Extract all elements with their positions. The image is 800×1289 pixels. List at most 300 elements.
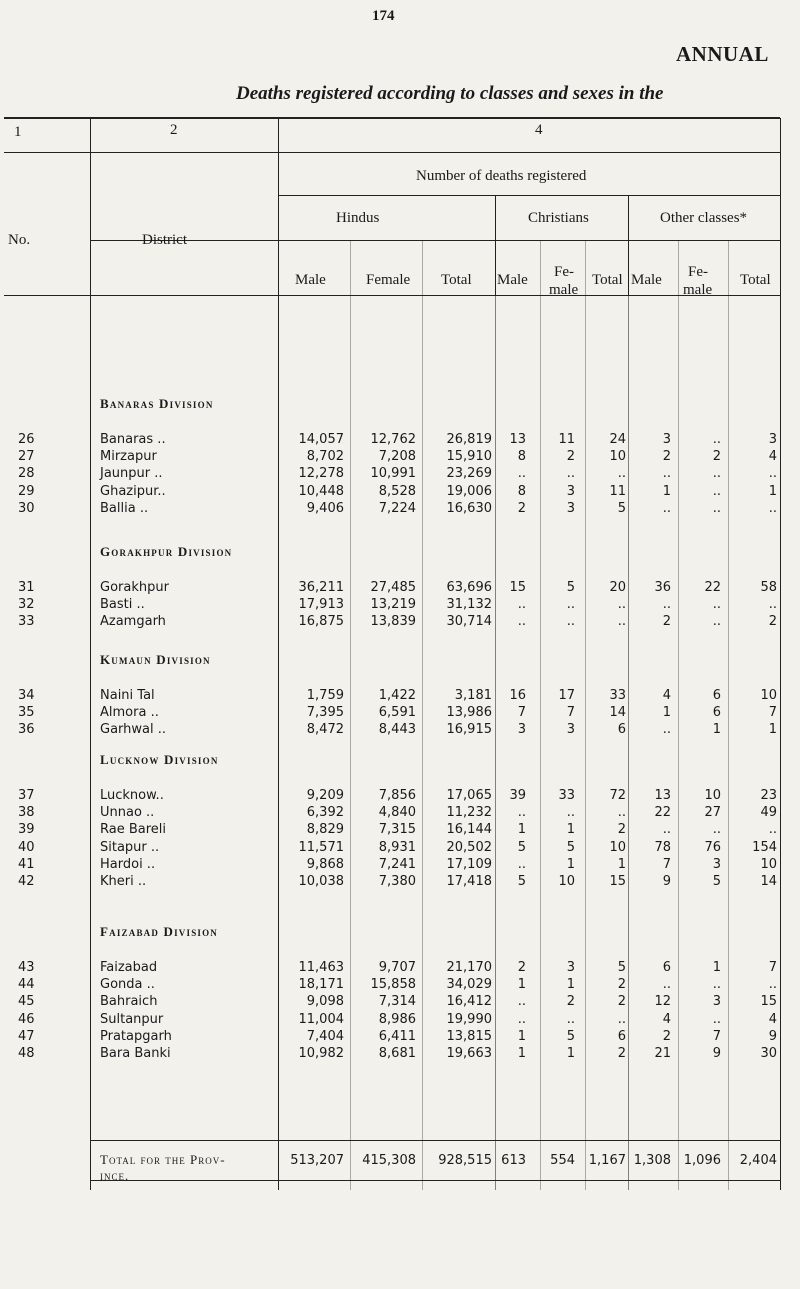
cell-cf: 7	[566, 705, 575, 721]
cell-om: 2	[662, 449, 671, 465]
row-number: 40	[18, 839, 35, 855]
cell-ct: 24	[609, 432, 626, 447]
rule-headbottom	[4, 295, 780, 296]
page-number: 174	[372, 8, 395, 24]
cell-om: 9	[662, 874, 671, 889]
cell-ot: 49	[760, 805, 777, 821]
vline-ht	[422, 241, 423, 1190]
row-number: 34	[18, 688, 35, 703]
cell-of: 7	[712, 1028, 721, 1044]
cell-ht: 16,412	[446, 994, 492, 1010]
cell-hf: 9,707	[378, 960, 416, 975]
cell-ct: 1	[617, 856, 626, 872]
cell-ct: 2	[617, 994, 626, 1010]
cell-cf: 1	[566, 977, 575, 993]
cell-of: ..	[712, 614, 721, 630]
cell-ot: 10	[760, 688, 777, 703]
row-number: 35	[18, 705, 35, 721]
other-female-header-1: Fe-	[688, 264, 708, 280]
cell-ot: 10	[760, 856, 777, 872]
district-name: Naini Tal	[100, 688, 155, 703]
cell-cm: ..	[517, 614, 526, 630]
cell-hf: 15,858	[370, 977, 416, 993]
cell-ht: 16,915	[446, 722, 492, 738]
district-header: District	[142, 232, 187, 248]
cell-cm: 39	[509, 788, 526, 803]
cell-ht: 16,144	[446, 822, 492, 838]
division-title: Gorakhpur Division	[100, 544, 233, 559]
cell-ct: 14	[609, 705, 626, 721]
vline-district	[278, 118, 279, 1190]
cell-om: ..	[662, 977, 671, 993]
cell-om: ..	[662, 822, 671, 838]
cell-ct: 33	[609, 688, 626, 703]
cell-ht: 17,109	[446, 856, 492, 872]
total-christ-total: 1,167	[588, 1153, 626, 1168]
cell-ct: 5	[617, 500, 626, 516]
cell-cm: 5	[517, 839, 526, 855]
hindu-male-header: Male	[295, 272, 326, 288]
cell-cf: 11	[558, 432, 575, 447]
cell-cf: ..	[566, 466, 575, 482]
cell-cm: ..	[517, 466, 526, 482]
cell-ct: ..	[617, 614, 626, 630]
district-name: Unnao ..	[100, 805, 155, 821]
row-number: 36	[18, 722, 35, 738]
cell-om: ..	[662, 466, 671, 482]
district-name: Pratapgarh	[100, 1028, 172, 1044]
rule-colnums	[4, 152, 780, 153]
cell-cm: 2	[517, 960, 526, 975]
district-name: Gorakhpur	[100, 580, 169, 595]
cell-ct: 2	[617, 977, 626, 993]
cell-of: ..	[712, 597, 721, 613]
rule-subgroup	[90, 240, 780, 241]
row-number: 38	[18, 805, 35, 821]
cell-ct: 11	[609, 483, 626, 499]
cell-om: ..	[662, 722, 671, 738]
cell-cf: 5	[566, 1028, 575, 1044]
cell-hm: 9,098	[306, 994, 344, 1010]
cell-ct: 10	[609, 839, 626, 855]
cell-ct: ..	[617, 1011, 626, 1027]
cell-hf: 13,839	[370, 614, 416, 630]
district-name: Gonda ..	[100, 977, 155, 993]
cell-cm: 15	[509, 580, 526, 595]
cell-ht: 17,065	[446, 788, 492, 803]
row-number: 44	[18, 977, 35, 993]
cell-cm: 5	[517, 874, 526, 889]
district-name: Basti ..	[100, 597, 145, 613]
cell-of: ..	[712, 977, 721, 993]
division-title: Kumaun Division	[100, 652, 211, 667]
district-name: Banaras ..	[100, 432, 166, 447]
district-name: Sitapur ..	[100, 839, 160, 855]
district-name: Jaunpur ..	[100, 466, 163, 482]
cell-ht: 34,029	[446, 977, 492, 993]
cell-ot: 58	[760, 580, 777, 595]
cell-ht: 3,181	[454, 688, 492, 703]
cell-ct: ..	[617, 805, 626, 821]
christians-header: Christians	[528, 210, 589, 226]
cell-of: 1	[712, 960, 721, 975]
total-other-female: 1,096	[683, 1153, 721, 1168]
cell-om: 13	[654, 788, 671, 803]
cell-om: 36	[654, 580, 671, 595]
cell-om: 6	[662, 960, 671, 975]
col-number-2: 2	[170, 122, 178, 138]
cell-hf: 27,485	[370, 580, 416, 595]
cell-hf: 7,208	[378, 449, 416, 465]
cell-cf: ..	[566, 597, 575, 613]
hindus-header: Hindus	[336, 210, 380, 226]
cell-om: 7	[662, 856, 671, 872]
district-name: Hardoi ..	[100, 856, 156, 872]
cell-ht: 26,819	[446, 432, 492, 447]
cell-om: 4	[662, 688, 671, 703]
district-name: Ghazipur..	[100, 483, 166, 499]
rule-group	[278, 195, 780, 196]
cell-hf: 8,528	[378, 483, 416, 499]
cell-ct: ..	[617, 466, 626, 482]
cell-hf: 8,443	[378, 722, 416, 738]
cell-cm: 1	[517, 1028, 526, 1044]
cell-ot: ..	[768, 822, 777, 838]
cell-hf: 12,762	[370, 432, 416, 447]
row-number: 47	[18, 1028, 35, 1044]
cell-om: 3	[662, 432, 671, 447]
top-rule	[4, 117, 780, 119]
row-number: 27	[18, 449, 35, 465]
cell-cm: 16	[509, 688, 526, 703]
cell-ot: 4	[768, 1011, 777, 1027]
cell-hm: 16,875	[298, 614, 344, 630]
cell-hm: 18,171	[298, 977, 344, 993]
cell-hm: 36,211	[298, 580, 344, 595]
cell-cm: ..	[517, 856, 526, 872]
cell-of: 5	[712, 874, 721, 889]
cell-hm: 10,448	[298, 483, 344, 499]
cell-hf: 8,986	[378, 1011, 416, 1027]
cell-ht: 15,910	[446, 449, 492, 465]
cell-om: ..	[662, 597, 671, 613]
cell-hf: 4,840	[378, 805, 416, 821]
district-name: Lucknow..	[100, 788, 164, 803]
row-number: 31	[18, 580, 35, 595]
cell-ht: 11,232	[446, 805, 492, 821]
cell-cm: ..	[517, 1011, 526, 1027]
cell-ot: ..	[768, 500, 777, 516]
cell-hm: 12,278	[298, 466, 344, 482]
district-name: Almora ..	[100, 705, 159, 721]
christ-female-header-1: Fe-	[554, 264, 574, 280]
cell-cm: 8	[517, 483, 526, 499]
row-number: 37	[18, 788, 35, 803]
cell-hm: 8,829	[306, 822, 344, 838]
cell-of: 2	[712, 449, 721, 465]
district-name: Ballia ..	[100, 500, 149, 516]
cell-of: ..	[712, 822, 721, 838]
cell-ot: 1	[768, 722, 777, 738]
cell-ht: 19,006	[446, 483, 492, 499]
cell-ot: ..	[768, 977, 777, 993]
cell-ht: 31,132	[446, 597, 492, 613]
cell-of: 10	[704, 788, 721, 803]
cell-ct: 2	[617, 822, 626, 838]
cell-of: 22	[704, 580, 721, 595]
col-number-1: 1	[14, 124, 22, 140]
cell-of: ..	[712, 1011, 721, 1027]
cell-hf: 7,241	[378, 856, 416, 872]
table-subtitle: Deaths registered according to classes and sexes in the	[236, 83, 664, 104]
vline-hf	[350, 241, 351, 1190]
hindu-female-header: Female	[366, 272, 411, 288]
district-name: Rae Bareli	[100, 822, 167, 838]
cell-cf: 2	[566, 449, 575, 465]
cell-cf: 3	[566, 722, 575, 738]
vline-no	[90, 118, 91, 1190]
cell-hf: 7,380	[378, 874, 416, 889]
cell-om: 22	[654, 805, 671, 821]
cell-of: 9	[712, 1046, 721, 1061]
others-header: Other classes*	[660, 210, 748, 226]
cell-om: ..	[662, 500, 671, 516]
running-head: ANNUAL	[676, 42, 769, 66]
cell-cf: 3	[566, 500, 575, 516]
cell-of: 6	[712, 688, 721, 703]
cell-cf: 1	[566, 856, 575, 872]
cell-ht: 30,714	[446, 614, 492, 630]
cell-cf: 5	[566, 839, 575, 855]
cell-hm: 8,472	[306, 722, 344, 738]
cell-hm: 14,057	[298, 432, 344, 447]
cell-cf: 33	[558, 788, 575, 803]
row-number: 41	[18, 856, 35, 872]
cell-ot: ..	[768, 466, 777, 482]
cell-ht: 63,696	[446, 580, 492, 595]
cell-hf: 6,411	[378, 1028, 416, 1044]
cell-hm: 10,038	[298, 874, 344, 889]
total-christ-male: 613	[501, 1153, 526, 1168]
cell-cm: 8	[517, 449, 526, 465]
cell-hf: 7,315	[378, 822, 416, 838]
cell-of: ..	[712, 483, 721, 499]
district-name: Garhwal ..	[100, 722, 167, 738]
cell-ct: 10	[609, 449, 626, 465]
row-number: 42	[18, 874, 35, 889]
row-number: 39	[18, 822, 35, 838]
cell-ht: 23,269	[446, 466, 492, 482]
cell-cf: 5	[566, 580, 575, 595]
cell-of: 3	[712, 994, 721, 1010]
cell-cf: ..	[566, 805, 575, 821]
cell-ot: 15	[760, 994, 777, 1010]
district-name: Bahraich	[100, 994, 158, 1010]
cell-hm: 11,463	[298, 960, 344, 975]
cell-ht: 13,986	[446, 705, 492, 721]
cell-cm: 13	[509, 432, 526, 447]
cell-hm: 7,395	[306, 705, 344, 721]
vline-end	[780, 118, 781, 1190]
cell-ot: 7	[768, 705, 777, 721]
cell-ct: 20	[609, 580, 626, 595]
cell-cf: 1	[566, 822, 575, 838]
cell-hf: 7,224	[378, 500, 416, 516]
cell-om: 21	[654, 1046, 671, 1061]
total-rule	[90, 1140, 780, 1141]
christ-total-header: Total	[592, 272, 623, 288]
total-christ-female: 554	[550, 1153, 575, 1168]
cell-om: 4	[662, 1011, 671, 1027]
cell-ct: 6	[617, 722, 626, 738]
cell-hm: 8,702	[306, 449, 344, 465]
row-number: 28	[18, 466, 35, 482]
total-other-male: 1,308	[633, 1153, 671, 1168]
other-male-header: Male	[631, 272, 662, 288]
cell-cf: 1	[566, 1046, 575, 1061]
cell-hf: 7,314	[378, 994, 416, 1010]
row-number: 43	[18, 960, 35, 975]
cell-hf: 7,856	[378, 788, 416, 803]
district-name: Sultanpur	[100, 1011, 164, 1027]
cell-ot: 1	[768, 483, 777, 499]
cell-ht: 19,990	[446, 1011, 492, 1027]
total-bottom-rule	[90, 1180, 780, 1181]
cell-hm: 11,571	[298, 839, 344, 855]
other-total-header: Total	[740, 272, 771, 288]
cell-om: 2	[662, 614, 671, 630]
cell-ct: 6	[617, 1028, 626, 1044]
cell-cm: ..	[517, 597, 526, 613]
cell-cm: 3	[517, 722, 526, 738]
cell-om: 1	[662, 705, 671, 721]
district-name: Kheri ..	[100, 874, 147, 889]
cell-cm: 1	[517, 977, 526, 993]
cell-cm: 7	[517, 705, 526, 721]
division-title: Banaras Division	[100, 396, 214, 411]
cell-ot: 7	[768, 960, 777, 975]
district-name: Faizabad	[100, 960, 158, 975]
row-number: 32	[18, 597, 35, 613]
cell-of: ..	[712, 466, 721, 482]
other-female-header-2: male	[683, 282, 713, 298]
cell-ht: 16,630	[446, 500, 492, 516]
cell-hm: 10,982	[298, 1046, 344, 1061]
cell-cf: 17	[558, 688, 575, 703]
no-header: No.	[8, 232, 31, 248]
cell-hf: 1,422	[378, 688, 416, 703]
division-title: Faizabad Division	[100, 924, 218, 939]
cell-hm: 11,004	[298, 1011, 344, 1027]
cell-ot: 9	[768, 1028, 777, 1044]
cell-cf: 10	[558, 874, 575, 889]
group-title: Number of deaths registered	[416, 168, 587, 184]
total-other-total: 2,404	[739, 1153, 777, 1168]
cell-om: 1	[662, 483, 671, 499]
cell-om: 2	[662, 1028, 671, 1044]
cell-hf: 6,591	[378, 705, 416, 721]
row-number: 33	[18, 614, 35, 630]
cell-ht: 21,170	[446, 960, 492, 975]
cell-of: ..	[712, 500, 721, 516]
cell-hf: 8,931	[378, 839, 416, 855]
cell-of: 76	[704, 839, 721, 855]
row-number: 30	[18, 500, 35, 516]
cell-cm: 1	[517, 822, 526, 838]
cell-hm: 17,913	[298, 597, 344, 613]
cell-cm: ..	[517, 805, 526, 821]
row-number: 29	[18, 483, 35, 499]
cell-ct: 72	[609, 788, 626, 803]
cell-cm: 2	[517, 500, 526, 516]
cell-ot: 23	[760, 788, 777, 803]
cell-ot: ..	[768, 597, 777, 613]
row-number: 48	[18, 1046, 35, 1061]
cell-hm: 1,759	[306, 688, 344, 703]
cell-ot: 14	[760, 874, 777, 889]
cell-cf: ..	[566, 614, 575, 630]
total-label-2: ince.	[100, 1168, 130, 1183]
cell-of: ..	[712, 432, 721, 447]
cell-of: 1	[712, 722, 721, 738]
cell-of: 27	[704, 805, 721, 821]
christ-male-header: Male	[497, 272, 528, 288]
cell-hm: 9,406	[306, 500, 344, 516]
cell-om: 12	[654, 994, 671, 1010]
cell-hm: 7,404	[306, 1028, 344, 1044]
cell-ht: 20,502	[446, 839, 492, 855]
row-number: 46	[18, 1011, 35, 1027]
cell-hm: 9,209	[306, 788, 344, 803]
cell-ct: 2	[617, 1046, 626, 1061]
col-number-4: 4	[535, 122, 543, 138]
cell-cm: ..	[517, 994, 526, 1010]
cell-hf: 13,219	[370, 597, 416, 613]
hindu-total-header: Total	[441, 272, 472, 288]
district-name: Bara Banki	[100, 1046, 171, 1061]
cell-cf: 2	[566, 994, 575, 1010]
cell-cf: ..	[566, 1011, 575, 1027]
cell-hm: 6,392	[306, 805, 344, 821]
total-hindu-male: 513,207	[290, 1153, 344, 1168]
cell-ct: ..	[617, 597, 626, 613]
cell-ht: 19,663	[446, 1046, 492, 1061]
division-title: Lucknow Division	[100, 752, 219, 767]
cell-ot: 3	[768, 432, 777, 447]
row-number: 26	[18, 432, 35, 447]
cell-ct: 15	[609, 874, 626, 889]
cell-hm: 9,868	[306, 856, 344, 872]
cell-of: 3	[712, 856, 721, 872]
cell-cf: 3	[566, 960, 575, 975]
christ-female-header-2: male	[549, 282, 579, 298]
cell-hf: 8,681	[378, 1046, 416, 1061]
district-name: Mirzapur	[100, 449, 157, 465]
cell-of: 6	[712, 705, 721, 721]
vline-hindus-christ	[495, 196, 496, 296]
cell-ht: 17,418	[446, 874, 492, 889]
cell-cm: 1	[517, 1046, 526, 1061]
cell-ht: 13,815	[446, 1028, 492, 1044]
total-hindu-total: 928,515	[438, 1153, 492, 1168]
total-label-1: Total for the Prov-	[100, 1152, 226, 1167]
row-number: 45	[18, 994, 35, 1010]
district-name: Azamgarh	[100, 614, 166, 630]
cell-ot: 4	[768, 449, 777, 465]
cell-ot: 30	[760, 1046, 777, 1061]
cell-hf: 10,991	[370, 466, 416, 482]
cell-ct: 5	[617, 960, 626, 975]
